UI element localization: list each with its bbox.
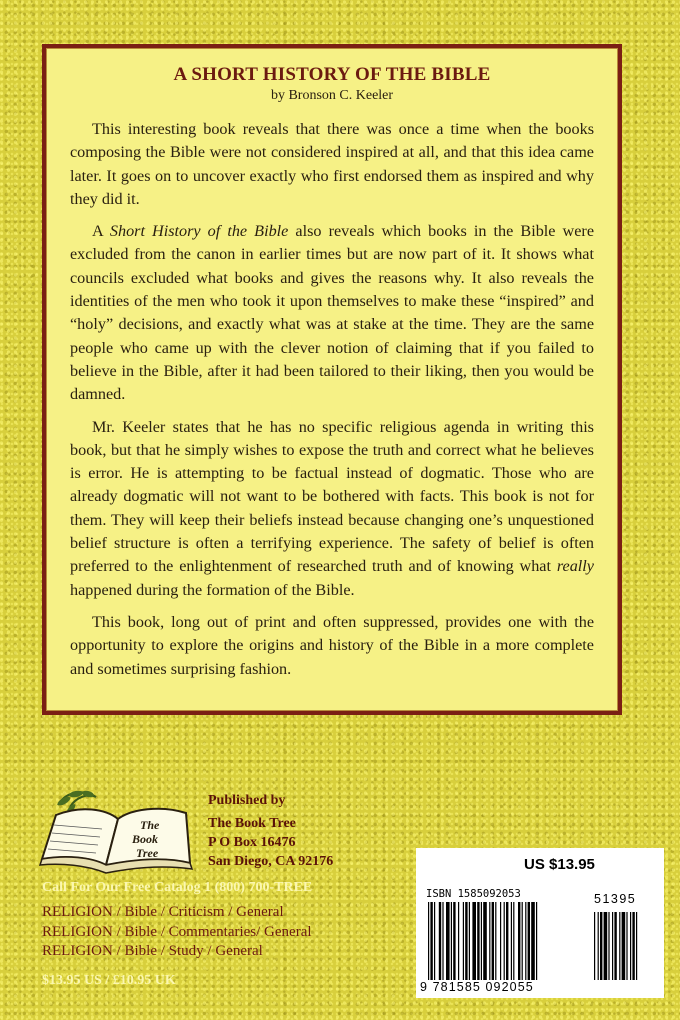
barcode-bar [518,902,520,980]
category-item: RELIGION / Bible / Study / General [42,943,263,959]
barcode-bar [434,902,435,980]
barcode-bar [528,902,530,980]
barcode-bar [481,902,482,980]
logo-word-tree: Tree [136,846,159,860]
description-paragraph-2: A Short History of the Bible also reveals which books in the Bible were excluded from the canon in earlier times but are now part of it. It shows what councils excluded what books and gives the reasons why. It also reveals the identities of the men who took it upon themselves to make these “inspired” and “holy” decisions, and exactly what was at stake at the time. They are the same people who came up with the clever notion of claiming that if you failed to believe in the Bible, after it had been tailored to their liking, then you would be damned. [70,222,594,404]
barcode-addon-digits: 51395 [594,892,637,906]
barcode-bar [463,902,464,980]
publisher-address [208,791,333,871]
barcode-bar [489,902,490,980]
barcode-bar [451,902,452,980]
barcode-bar [453,902,455,980]
barcode-bar [506,902,508,980]
barcode-bar [446,902,450,980]
barcode-bar [483,902,487,980]
barcode-addon-bar [636,912,637,980]
open-book-logo-icon [36,785,196,875]
description-paragraph-3: Mr. Keeler states that he has no specific religious agenda in writing this book, but that he simply wishes to expose the truth and correct what he believes is error. He is attempting to be factual instead of dogmatic. Those who are already dogmatic will not want to be bothered with facts. This book is not for them. They will keep their beliefs instead because changing one’s unquestioned belief structure is often a terrifying experience. The safety of belief is often preferred to the enlightenment of researched truth and of knowing what really happened during the formation of the Bible. [70,417,594,599]
published-by-label: Published by [208,793,286,808]
barcode-addon-bar [612,912,613,980]
barcode-bar [504,902,505,980]
barcode-bar [430,902,432,980]
barcode-bar [458,902,459,980]
barcode-addon-bar [614,912,616,980]
barcode-bar [500,902,501,980]
emphasis-really: really [556,557,594,576]
author-byline: by Bronson C. Keeler [270,88,394,103]
barcode-bar [525,902,526,980]
category-item: RELIGION / Bible / Commentaries/ General [42,923,312,940]
book-title: A SHORT HISTORY OF THE BIBLE [173,64,491,85]
barcode-addon-bar [594,912,595,980]
logo-word-book: Book [132,832,159,846]
barcode-bar [495,902,496,980]
description-paragraph-4: This book, long out of print and often suppressed, provides one with the opportunity to explore the origins and history of the Bible in a more complete and sometimes surprising fashion. [70,612,594,678]
logo-word-the: The [140,818,160,832]
barcode-addon-bar [632,912,634,980]
barcode-addon-bar [600,912,602,980]
barcode-digits: 9 781585 092055 [420,980,534,994]
barcode-bar [472,902,476,980]
barcode-price: US $13.95 [524,856,595,873]
barcode-addon-bar [626,912,627,980]
barcode-addon-bar [619,912,620,980]
book-title-italic: Short History of the Bible [109,222,289,241]
barcode-bar [513,902,514,980]
barcode-bar [536,902,537,980]
category-list [42,903,312,962]
description-panel [42,44,622,715]
barcode-bars [426,902,654,980]
barcode-addon-bar [622,912,626,980]
barcode-addon-bar [604,912,608,980]
barcode-bar [511,902,512,980]
barcode-addon-bar [608,912,609,980]
barcode-bar [442,902,443,980]
catalog-phone-line: Call For Our Free Catalog 1 (800) 700-TREE [42,880,313,895]
barcode-bar [469,902,470,980]
description-paragraph-1: This interesting book reveals that there was once a time when the books composing the Bible were not considered inspired at all, and that this idea came later. It goes on to uncover exactly who first endorsed them as inspired and why they did it. [70,120,594,208]
barcode-bar [428,902,429,980]
barcode-addon-bar [598,912,599,980]
barcode-bar [522,902,523,980]
isbn-label: ISBN 1585092053 [426,888,521,900]
publisher-city: San Diego, CA 92176 [208,854,334,869]
barcode-bar [439,902,441,980]
barcode-bar [477,902,479,980]
barcode-addon-bar [630,912,631,980]
barcode-label [416,848,664,998]
barcode-bar [465,902,467,980]
publisher-block [36,785,416,875]
publisher-name: The Book Tree [208,816,296,831]
category-item: RELIGION / Bible / Criticism / General [42,904,284,920]
barcode-bar [531,902,535,980]
price-line: $13.95 US / £10.95 UK [42,973,176,988]
publisher-po-box: P O Box 16476 [208,835,296,850]
barcode-bar [492,902,494,980]
